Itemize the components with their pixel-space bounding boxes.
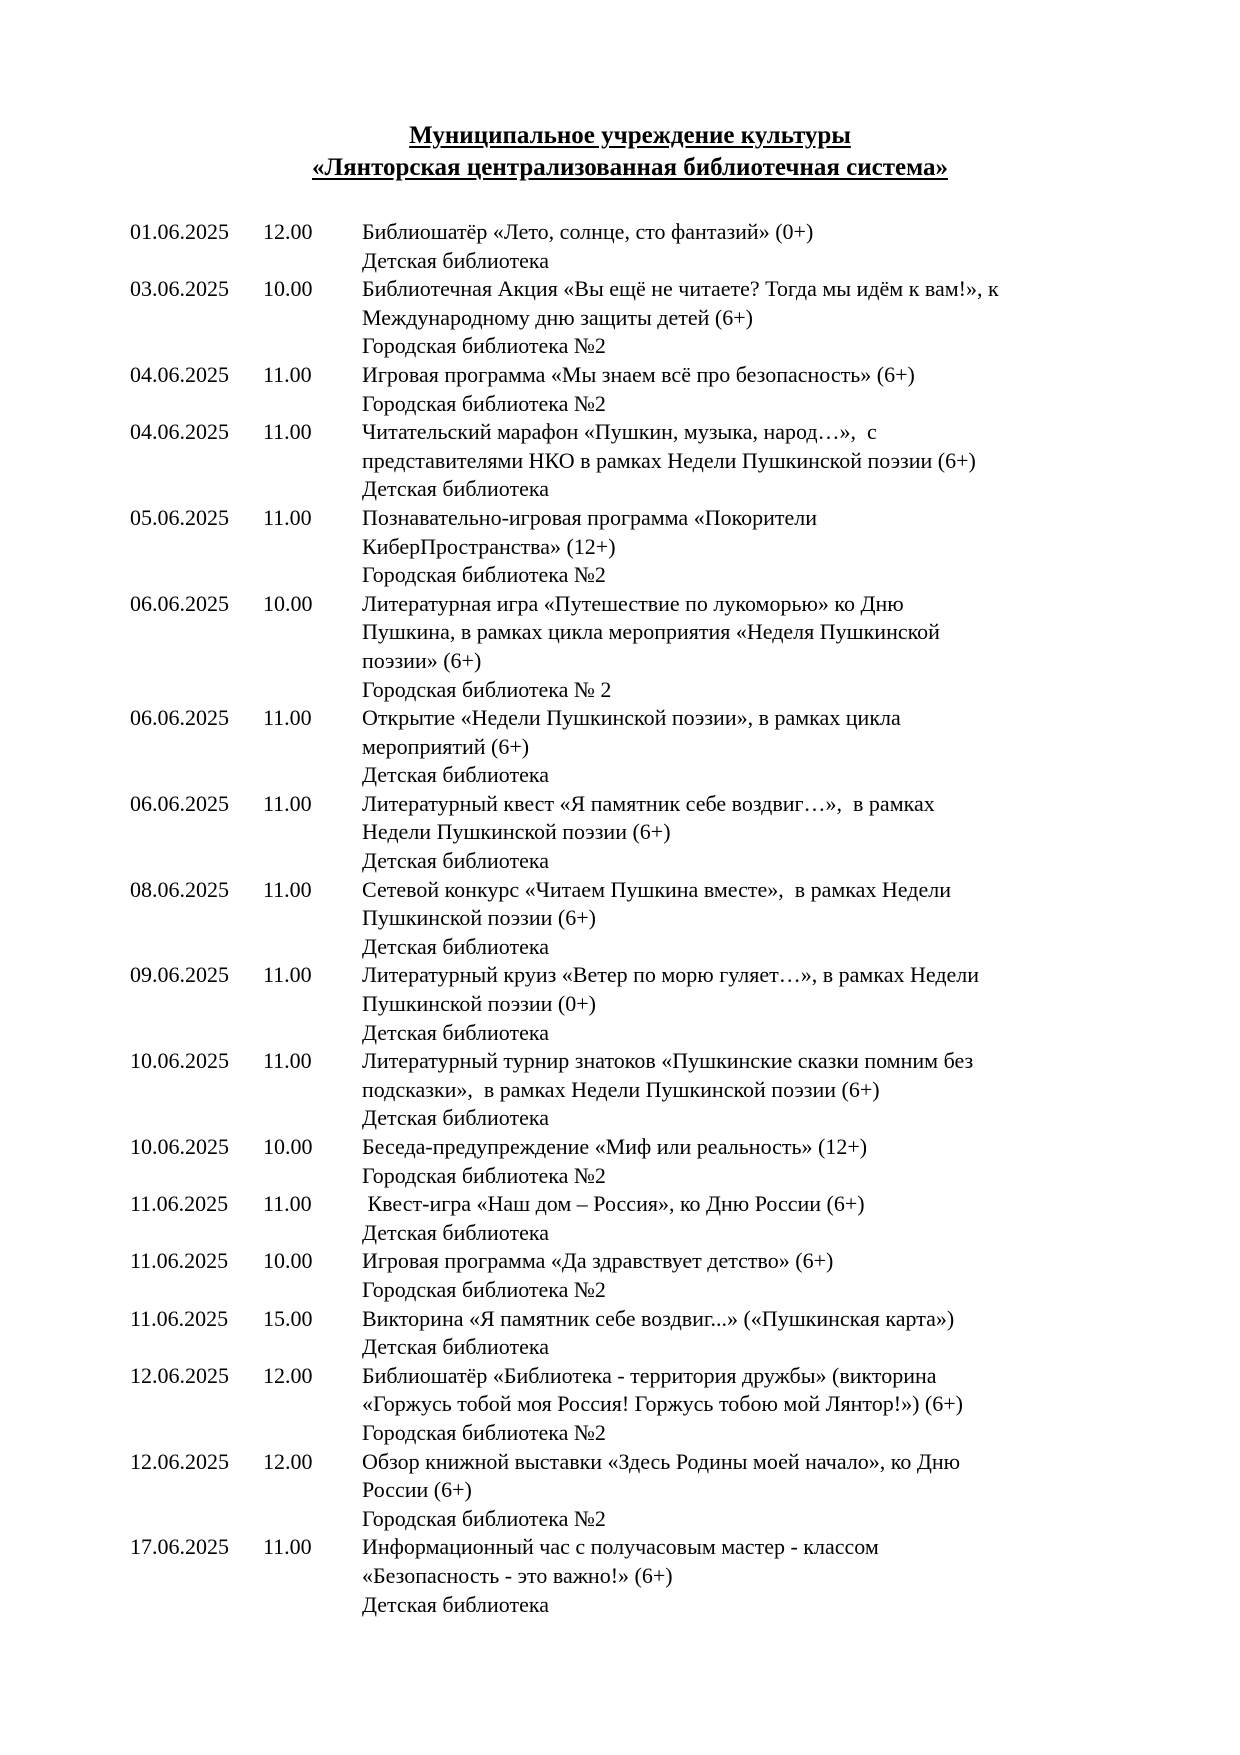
event-venue: Детская библиотека	[362, 1334, 549, 1360]
event-row	[130, 418, 1140, 504]
event-details	[362, 1190, 1140, 1247]
event-details	[362, 218, 1140, 275]
event-date: 05.06.2025	[130, 504, 229, 530]
event-time: 12.00	[263, 1362, 313, 1388]
event-venue: Городская библиотека №2	[362, 1276, 606, 1302]
event-venue: Городская библиотека №2	[362, 333, 606, 359]
event-time: 11.00	[263, 876, 312, 902]
event-date: 12.06.2025	[130, 1362, 229, 1388]
event-row	[130, 1533, 1140, 1619]
document-header	[0, 120, 1240, 184]
event-row	[130, 1133, 1140, 1190]
event-title-line: Игровая программа «Да здравствует детство» (6+)	[362, 1248, 834, 1274]
event-details	[362, 961, 1140, 1047]
event-row	[130, 504, 1140, 590]
event-title-line: Литературный круиз «Ветер по морю гуляет…», в рамках Недели	[362, 962, 980, 988]
event-venue: Детская библиотека	[362, 1105, 549, 1131]
event-title-line: Сетевой конкурс «Читаем Пушкина вместе», в рамках Недели	[362, 876, 951, 902]
events-list	[130, 218, 1140, 1619]
event-details	[362, 275, 1140, 361]
event-title-line: представителями НКО в рамках Недели Пушкинской поэзии (6+)	[362, 447, 976, 473]
event-venue: Городская библиотека № 2	[362, 676, 612, 702]
event-date: 11.06.2025	[130, 1248, 229, 1274]
event-time: 12.00	[263, 1448, 313, 1474]
event-row	[130, 1247, 1140, 1304]
library-system-title: «Лянторская централизованная библиотечная система»	[312, 154, 948, 181]
event-time: 11.00	[263, 1534, 312, 1560]
event-time: 11.00	[263, 361, 312, 387]
event-time: 11.00	[263, 705, 312, 731]
event-date: 08.06.2025	[130, 876, 229, 902]
event-details	[362, 1133, 1140, 1190]
event-details	[362, 704, 1140, 790]
event-time: 11.00	[263, 962, 312, 988]
event-venue: Городская библиотека №2	[362, 1505, 606, 1531]
event-title-line: Познавательно-игровая программа «Покорители	[362, 504, 818, 530]
event-row	[130, 275, 1140, 361]
event-date: 17.06.2025	[130, 1534, 229, 1560]
event-time: 11.00	[263, 790, 312, 816]
event-time: 10.00	[263, 590, 313, 616]
event-title-line: Литературная игра «Путешествие по лукоморью» ко Дню	[362, 590, 904, 616]
event-time: 11.00	[263, 1191, 312, 1217]
event-details	[362, 590, 1140, 704]
event-title-line: «Горжусь тобой моя Россия! Горжусь тобою мой Лянтор!») (6+)	[362, 1391, 963, 1417]
event-title-line: Открытие «Недели Пушкинской поэзии», в рамках цикла	[362, 705, 901, 731]
event-title-line: подсказки», в рамках Недели Пушкинской поэзии (6+)	[362, 1076, 880, 1102]
event-title-line: Литературный турнир знатоков «Пушкинские сказки помним без	[362, 1048, 974, 1074]
event-title-line: КиберПространства» (12+)	[362, 533, 616, 559]
event-venue: Детская библиотека	[362, 476, 549, 502]
event-row	[130, 590, 1140, 704]
event-title-line: Пушкинской поэзии (0+)	[362, 991, 596, 1017]
event-row	[130, 1362, 1140, 1448]
event-time: 11.00	[263, 504, 312, 530]
event-row	[130, 1047, 1140, 1133]
event-title-line: Библиотечная Акция «Вы ещё не читаете? Тогда мы идём к вам!», к	[362, 276, 999, 302]
event-title-line: Библиошатёр «Библиотека - территория дружбы» (викторина	[362, 1362, 937, 1388]
event-title-line: Недели Пушкинской поэзии (6+)	[362, 819, 671, 845]
event-venue: Детская библиотека	[362, 247, 549, 273]
event-time: 11.00	[263, 419, 312, 445]
event-details	[362, 418, 1140, 504]
event-details	[362, 790, 1140, 876]
event-venue: Детская библиотека	[362, 1019, 549, 1045]
event-details	[362, 1047, 1140, 1133]
event-time: 15.00	[263, 1305, 313, 1331]
event-title-line: Литературный квест «Я памятник себе воздвиг…», в рамках	[362, 790, 935, 816]
event-title-line: России (6+)	[362, 1477, 472, 1503]
event-title-line: Пушкина, в рамках цикла мероприятия «Неделя Пушкинской	[362, 619, 940, 645]
event-row	[130, 961, 1140, 1047]
event-details	[362, 876, 1140, 962]
event-date: 03.06.2025	[130, 276, 229, 302]
event-title-line: Обзор книжной выставки «Здесь Родины моей начало», ко Дню	[362, 1448, 961, 1474]
event-title-line: Квест-игра «Наш дом – Россия», ко Дню России (6+)	[362, 1191, 865, 1217]
event-time: 10.00	[263, 1134, 313, 1159]
event-venue: Детская библиотека	[362, 848, 549, 874]
institution-title: Муниципальное учреждение культуры	[409, 122, 851, 149]
event-date: 10.06.2025	[130, 1134, 229, 1159]
event-time: 10.00	[263, 276, 313, 302]
event-date: 06.06.2025	[130, 705, 229, 731]
event-date: 06.06.2025	[130, 790, 229, 816]
event-details	[362, 1533, 1140, 1619]
event-venue: Детская библиотека	[362, 1219, 549, 1245]
event-time: 12.00	[263, 219, 313, 244]
event-title-line: мероприятий (6+)	[362, 733, 530, 759]
event-venue: Городская библиотека №2	[362, 1162, 606, 1188]
event-date: 09.06.2025	[130, 962, 229, 988]
event-title-line: Информационный час с получасовым мастер - классом	[362, 1534, 879, 1560]
event-details	[362, 1362, 1140, 1448]
event-title-line: Игровая программа «Мы знаем всё про безопасность» (6+)	[362, 361, 915, 387]
event-row	[130, 704, 1140, 790]
event-date: 10.06.2025	[130, 1048, 229, 1074]
event-row	[130, 790, 1140, 876]
event-details	[362, 361, 1140, 418]
event-venue: Детская библиотека	[362, 1591, 549, 1617]
event-row	[130, 1448, 1140, 1534]
event-title-line: Читательский марафон «Пушкин, музыка, народ…», с	[362, 419, 877, 445]
event-row	[130, 1190, 1140, 1247]
event-date: 04.06.2025	[130, 361, 229, 387]
event-venue: Детская библиотека	[362, 762, 549, 788]
event-details	[362, 1448, 1140, 1534]
event-time: 11.00	[263, 1048, 312, 1074]
event-row	[130, 361, 1140, 418]
event-time: 10.00	[263, 1248, 313, 1274]
event-date: 11.06.2025	[130, 1191, 229, 1217]
event-details	[362, 1305, 1140, 1362]
event-date: 11.06.2025	[130, 1305, 229, 1331]
event-details	[362, 1247, 1140, 1304]
event-title-line: Беседа-предупреждение «Миф или реальность» (12+)	[362, 1134, 868, 1159]
event-title-line: Викторина «Я памятник себе воздвиг...» («Пушкинская карта»)	[362, 1305, 955, 1331]
event-row	[130, 876, 1140, 962]
event-title-line: Международному дню защиты детей (6+)	[362, 304, 753, 330]
event-row	[130, 1305, 1140, 1362]
event-date: 01.06.2025	[130, 219, 229, 244]
event-title-line: Пушкинской поэзии (6+)	[362, 905, 596, 931]
event-date: 12.06.2025	[130, 1448, 229, 1474]
event-title-line: Библиошатёр «Лето, солнце, сто фантазий» (0+)	[362, 219, 814, 244]
event-venue: Городская библиотека №2	[362, 1419, 606, 1445]
event-date: 06.06.2025	[130, 590, 229, 616]
event-date: 04.06.2025	[130, 419, 229, 445]
event-details	[362, 504, 1140, 590]
event-venue: Городская библиотека №2	[362, 390, 606, 416]
event-row	[130, 218, 1140, 275]
event-venue: Городская библиотека №2	[362, 562, 606, 588]
event-venue: Детская библиотека	[362, 933, 549, 959]
event-title-line: «Безопасность - это важно!» (6+)	[362, 1562, 673, 1588]
event-title-line: поэзии» (6+)	[362, 647, 482, 673]
